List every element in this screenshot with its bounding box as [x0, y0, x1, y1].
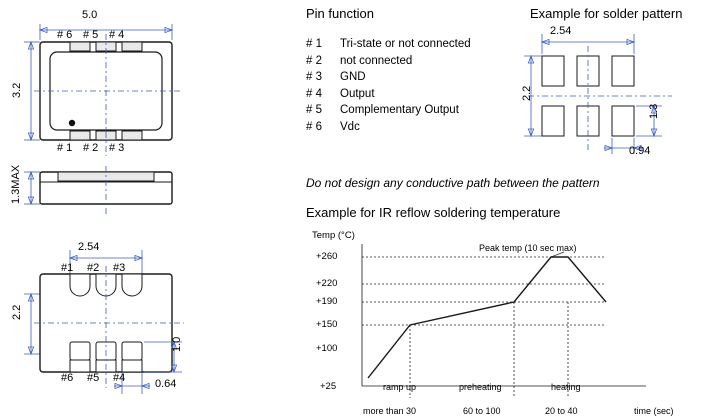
- solder-dim-bottom: 0.94: [629, 145, 651, 157]
- solder-dim-left: 2.2: [521, 85, 533, 101]
- top-view-pin-5: # 5: [83, 29, 99, 41]
- chart-xtick-2: 60 to 100: [463, 406, 501, 416]
- bottom-view-height-dim: 2.2: [11, 304, 23, 320]
- list-item: [306, 102, 471, 119]
- chart-zone-heating: heating: [551, 382, 581, 392]
- list-item: [306, 53, 471, 70]
- chart-zone-ramp-up: ramp up: [383, 382, 417, 392]
- top-view-pin-2: # 2: [83, 142, 99, 154]
- reflow-chart-title: Example for IR reflow soldering temperature: [306, 205, 561, 220]
- chart-peak-annotation: Peak temp (10 sec max): [479, 243, 577, 253]
- list-item: [306, 86, 471, 103]
- chart-ytick-150: +150: [316, 319, 338, 330]
- solder-pattern-title: Example for solder pattern: [530, 6, 683, 21]
- pin-description: Output: [340, 87, 375, 100]
- bottom-view-pin-4: #4: [113, 372, 126, 384]
- pin-description: Complementary Output: [340, 104, 459, 117]
- bottom-view-pin-3: #3: [113, 262, 126, 274]
- pin-description: not connected: [340, 54, 413, 67]
- pin-description: Vdc: [340, 120, 360, 133]
- solder-pattern-drawing: [520, 28, 710, 158]
- chart-zone-preheating: preheating: [459, 382, 502, 392]
- chart-xtick-3: 20 to 40: [545, 406, 578, 416]
- pin-number: # 1: [306, 38, 322, 50]
- chart-ytick-25: +25: [320, 381, 337, 392]
- list-item: [306, 36, 471, 53]
- chart-y-axis-label: Temp (°C): [312, 230, 355, 241]
- top-view-width-dim: 5.0: [82, 9, 98, 21]
- pin-function-list: [306, 36, 471, 136]
- bottom-view-pin-5: #5: [87, 372, 100, 384]
- pin-function-title: Pin function: [306, 6, 374, 21]
- pin-number: # 6: [306, 120, 322, 133]
- pin-number: # 2: [306, 54, 322, 67]
- pin-description: GND: [340, 71, 366, 84]
- side-view-height-dim: 1.3MAX: [10, 164, 22, 204]
- solder-dim-right: 1.3: [648, 103, 660, 119]
- top-view-pin-6: # 6: [57, 29, 73, 41]
- reflow-chart: [306, 228, 706, 416]
- chart-ytick-220: +220: [316, 278, 338, 289]
- pin-number: # 5: [306, 104, 322, 117]
- chart-ytick-190: +190: [316, 296, 338, 307]
- chart-ytick-260: +260: [316, 251, 338, 262]
- top-view-pin-1: # 1: [57, 142, 73, 154]
- bottom-view-pad-dim-right: 1.0: [171, 336, 183, 352]
- bottom-view-pin-6: #6: [61, 372, 74, 384]
- pin-number: # 3: [306, 71, 322, 84]
- pin-description: Tri-state or not connected: [340, 38, 471, 50]
- list-item: [306, 119, 471, 136]
- chart-ytick-100: +100: [316, 343, 338, 354]
- bottom-view-pin-2: #2: [87, 262, 100, 274]
- top-view-pin-3: # 3: [109, 142, 125, 154]
- chart-xtick-1: more than 30: [363, 406, 417, 416]
- bottom-view-pin-1: #1: [61, 262, 74, 274]
- pin-number: # 4: [306, 87, 322, 100]
- bottom-view-drawing: [14, 236, 204, 396]
- top-view-drawing: [14, 10, 194, 160]
- bottom-view-pad-dim-bottom: 0.64: [155, 378, 177, 390]
- top-view-height-dim: 3.2: [11, 82, 23, 98]
- list-item: [306, 69, 471, 86]
- solder-dim-top: 2.54: [550, 25, 572, 37]
- chart-x-axis-label: time (sec): [634, 406, 674, 416]
- top-view-pin-4: # 4: [109, 29, 125, 41]
- conductive-path-note: Do not design any conductive path between the pattern: [306, 176, 600, 190]
- side-view-drawing: [14, 166, 194, 216]
- bottom-view-width-dim: 2.54: [78, 241, 100, 253]
